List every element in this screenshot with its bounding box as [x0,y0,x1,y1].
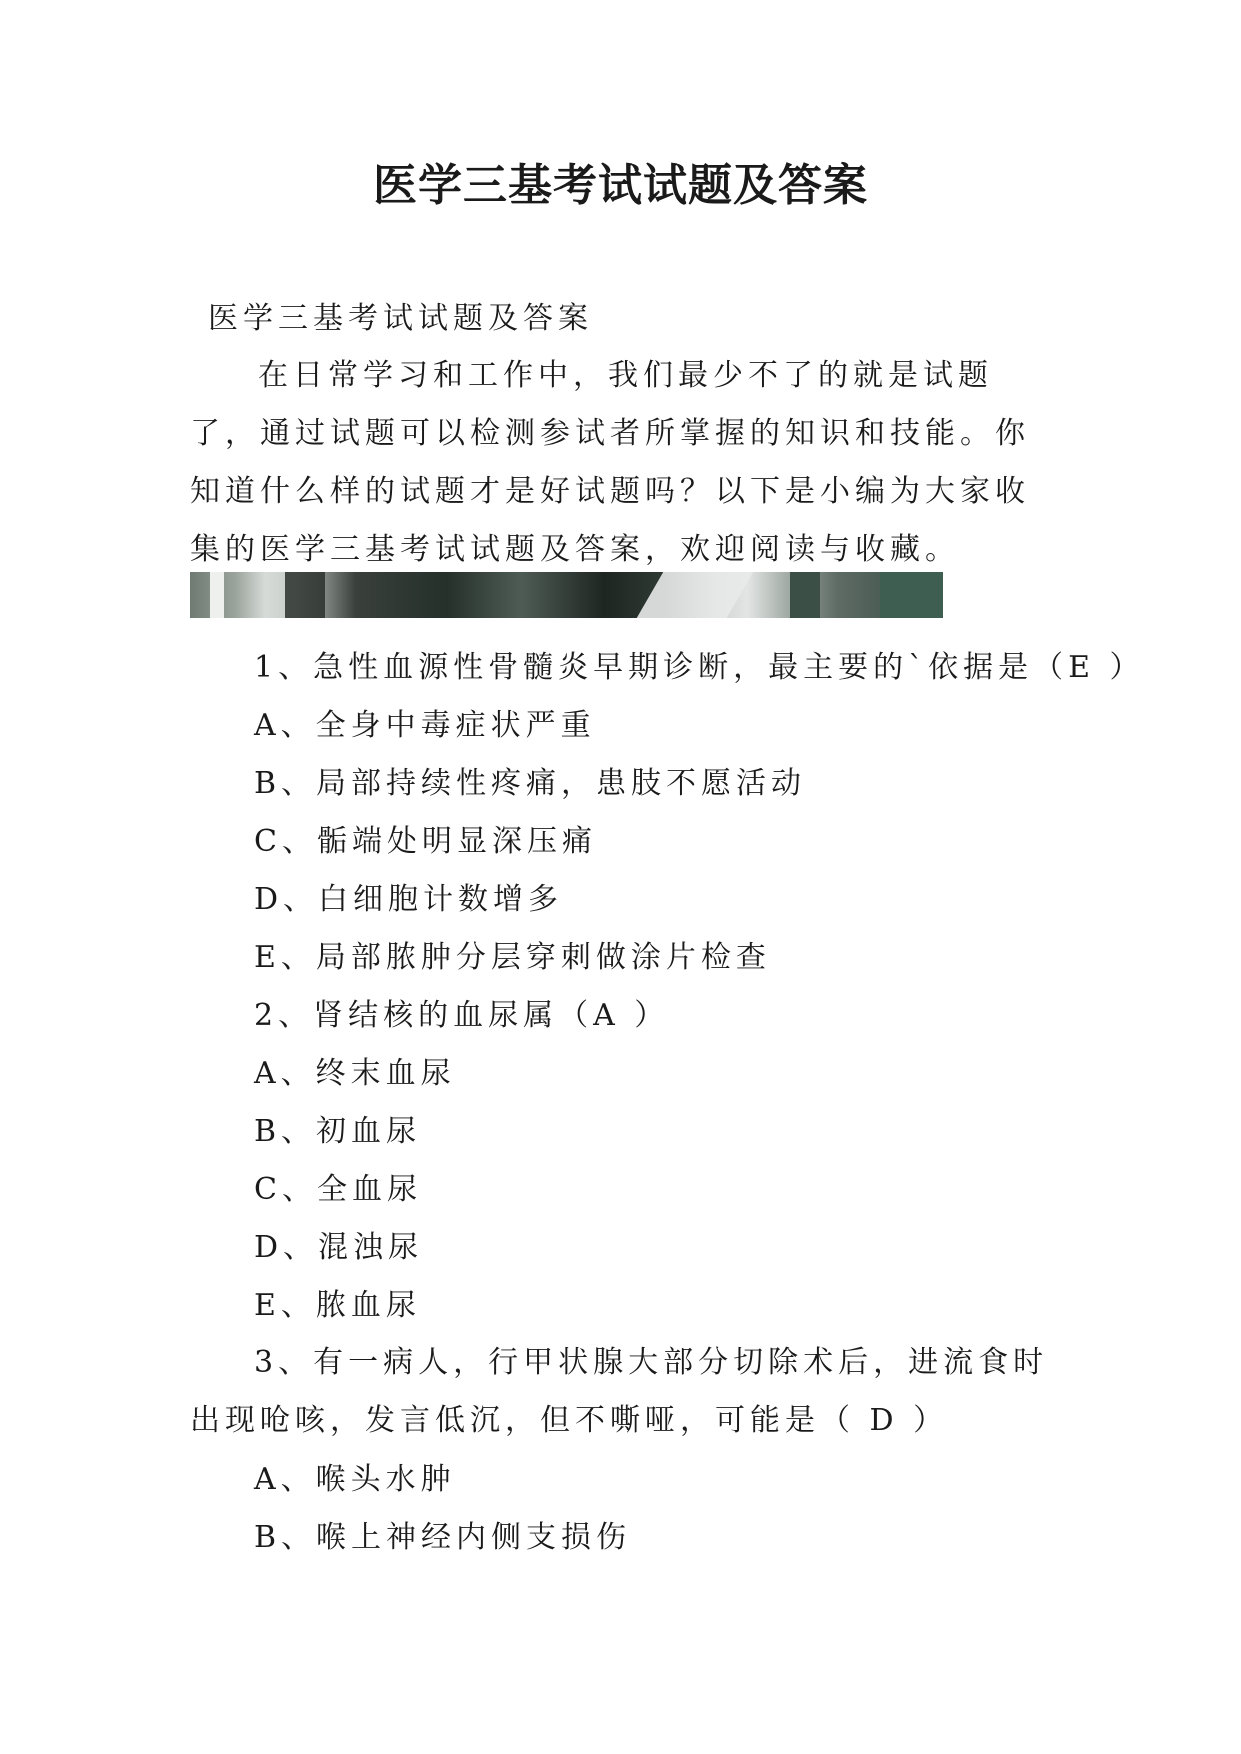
document-title: 医学三基考试试题及答案 [373,160,868,211]
exam-photo-strip [190,572,943,618]
question-3-option-b: B、喉上神经内侧支损伤 [254,1520,632,1555]
question-2-option-e: E、脓血尿 [254,1288,421,1323]
question-1-option-c: C、骺端处明显深压痛 [254,824,597,859]
question-3: 3、有一病人，行甲状腺大部分切除术后，进流食时出现呛咳，发言低沉，但不嘶哑，可能是（ D ） [190,1345,1049,1438]
question-2-option-a: A、终末血尿 [254,1056,456,1091]
question-1-option-d: D、白细胞计数增多 [254,882,564,917]
question-1-option-e: E、局部脓肿分层穿刺做涂片检查 [254,940,771,975]
question-2: 2、肾结核的血尿属（A ） [254,998,670,1033]
question-2-option-c: C、全血尿 [254,1172,422,1207]
question-3-option-a: A、喉头水肿 [254,1462,456,1497]
document-subtitle: 医学三基考试试题及答案 [208,301,593,336]
intro-paragraph: 在日常学习和工作中，我们最少不了的就是试题了，通过试题可以检测参试者所掌握的知识和技能。你知道什么样的试题才是好试题吗？以下是小编为大家收集的医学三基考试试题及答案，欢迎阅读与收藏。 [190,358,1030,567]
question-1-option-b: B、局部持续性疼痛，患肢不愿活动 [254,766,807,801]
question-2-option-b: B、初血尿 [254,1114,422,1149]
question-2-option-d: D、混浊尿 [254,1230,424,1265]
question-1: 1、急性血源性骨髓炎早期诊断，最主要的`依据是（E ） [254,650,1145,685]
question-1-option-a: A、全身中毒症状严重 [254,708,596,743]
